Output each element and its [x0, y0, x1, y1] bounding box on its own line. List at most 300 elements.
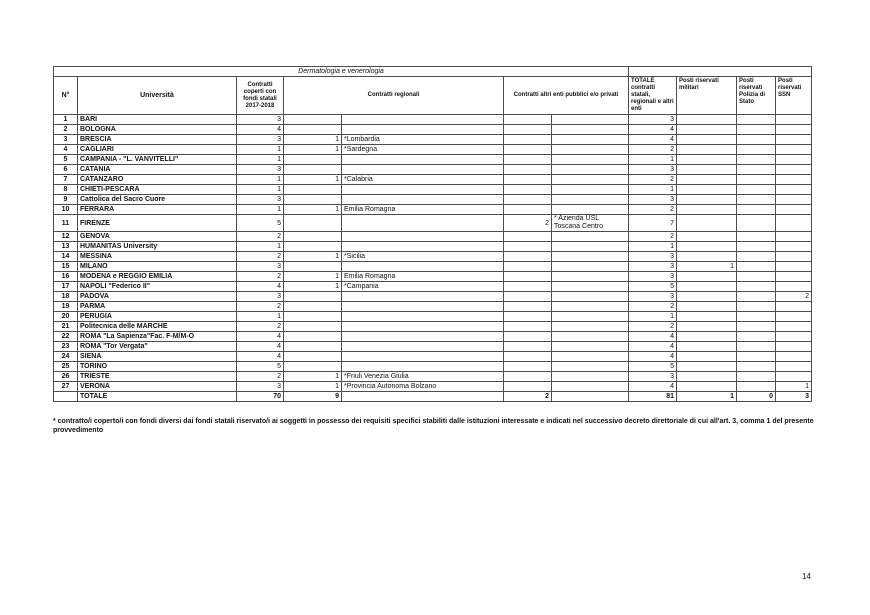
- cell-ssn: [776, 195, 812, 205]
- cell-total: 3: [629, 115, 677, 125]
- cell-regional-label: [342, 155, 504, 165]
- cell-university-name: GENOVA: [78, 232, 237, 242]
- cell-military: [677, 125, 737, 135]
- table-row: [54, 332, 812, 342]
- cell-state-contracts: 1: [237, 205, 284, 215]
- cell-police: [737, 362, 776, 372]
- cell-ssn: [776, 115, 812, 125]
- cell-other-label: [552, 332, 629, 342]
- cell-ssn: [776, 342, 812, 352]
- cell-police: [737, 302, 776, 312]
- cell-state-contracts: 4: [237, 352, 284, 362]
- cell-row-number: 5: [54, 155, 78, 165]
- cell-regional-label: [342, 332, 504, 342]
- cell-other-contracts: [504, 232, 552, 242]
- cell-other-label: [552, 175, 629, 185]
- col-header-regional: Contratti regionali: [284, 77, 504, 115]
- cell-military: [677, 195, 737, 205]
- cell-total: 5: [629, 362, 677, 372]
- cell-row-number: 8: [54, 185, 78, 195]
- cell-total: 3: [629, 165, 677, 175]
- cell-police: [737, 332, 776, 342]
- cell-state-contracts: 3: [237, 135, 284, 145]
- page-number: 14: [802, 572, 811, 581]
- cell-regional-label: [342, 342, 504, 352]
- cell-regional-label: Emilia Romagna: [342, 272, 504, 282]
- cell-military: [677, 215, 737, 232]
- cell-other-label: [552, 232, 629, 242]
- cell-regional-label: [342, 362, 504, 372]
- cell-other-contracts: [504, 185, 552, 195]
- header-row: [54, 77, 812, 115]
- cell-regional-contracts: [284, 262, 342, 272]
- table-title: Dermatologia e venerologia: [54, 67, 629, 77]
- cell-other-label: [552, 205, 629, 215]
- cell-police: [737, 372, 776, 382]
- cell-military: [677, 272, 737, 282]
- cell-military: [677, 205, 737, 215]
- cell-ssn: [776, 362, 812, 372]
- cell-state-contracts: 4: [237, 332, 284, 342]
- cell-university-name: ROMA "Tor Vergata": [78, 342, 237, 352]
- cell-regional-label: [342, 232, 504, 242]
- cell-other-label: [552, 145, 629, 155]
- table-row: [54, 252, 812, 262]
- cell-police: [737, 135, 776, 145]
- cell-other-contracts: [504, 302, 552, 312]
- cell-military: [677, 292, 737, 302]
- cell-row-number: 9: [54, 195, 78, 205]
- cell-other-contracts: [504, 115, 552, 125]
- cell-other-contracts: [504, 372, 552, 382]
- cell-row-number: 27: [54, 382, 78, 392]
- cell-other-contracts: [504, 332, 552, 342]
- cell-state-contracts: 1: [237, 155, 284, 165]
- cell-police: [737, 292, 776, 302]
- cell-regional-contracts: [284, 232, 342, 242]
- cell-police: [737, 232, 776, 242]
- cell-regional-contracts: 1: [284, 372, 342, 382]
- cell-police: [737, 262, 776, 272]
- cell-police: [737, 185, 776, 195]
- cell-ssn: [776, 145, 812, 155]
- cell-row-number: 10: [54, 205, 78, 215]
- cell-police: [737, 115, 776, 125]
- cell-other-label: [552, 125, 629, 135]
- cell-military: [677, 155, 737, 165]
- cell-regional-label: [342, 262, 504, 272]
- cell-total: 4: [629, 332, 677, 342]
- table-row: [54, 125, 812, 135]
- cell-ssn: [776, 252, 812, 262]
- table-row: [54, 242, 812, 252]
- table-row: [54, 372, 812, 382]
- cell-other-label: [552, 352, 629, 362]
- total-other-contracts: 2: [504, 392, 552, 402]
- footnote: * contratto/i coperto/i con fondi diversi dai fondi statali riservato/i ai soggetti in possesso dei requisiti specifici stabiliti dalle istituzioni interessate e indicati nel successivo decreto direttoriale di cui all'art. 3, comma 1 del presente provvedimento: [53, 418, 814, 434]
- cell-row-number: 22: [54, 332, 78, 342]
- cell-total: 4: [629, 125, 677, 135]
- cell-police: [737, 342, 776, 352]
- cell-total: 1: [629, 312, 677, 322]
- cell-regional-contracts: [284, 215, 342, 232]
- cell-total: 2: [629, 322, 677, 332]
- cell-row-number: 26: [54, 372, 78, 382]
- cell-other-contracts: [504, 382, 552, 392]
- cell-total: 1: [629, 242, 677, 252]
- cell-police: [737, 272, 776, 282]
- cell-regional-contracts: [284, 195, 342, 205]
- cell-police: [737, 282, 776, 292]
- cell-regional-contracts: [284, 115, 342, 125]
- cell-state-contracts: 1: [237, 145, 284, 155]
- cell-other-label: [552, 135, 629, 145]
- cell-military: [677, 252, 737, 262]
- cell-ssn: [776, 302, 812, 312]
- cell-state-contracts: 3: [237, 382, 284, 392]
- cell-other-contracts: [504, 362, 552, 372]
- cell-police: [737, 155, 776, 165]
- cell-university-name: BOLOGNA: [78, 125, 237, 135]
- cell-university-name: TRIESTE: [78, 372, 237, 382]
- table-row: [54, 282, 812, 292]
- cell-state-contracts: 2: [237, 372, 284, 382]
- cell-state-contracts: 2: [237, 232, 284, 242]
- cell-state-contracts: 3: [237, 292, 284, 302]
- cell-state-contracts: 1: [237, 312, 284, 322]
- cell-regional-contracts: 1: [284, 145, 342, 155]
- cell-university-name: FIRENZE: [78, 215, 237, 232]
- cell-total: 1: [629, 185, 677, 195]
- cell-other-contracts: [504, 272, 552, 282]
- cell-total: 3: [629, 195, 677, 205]
- cell-other-label: [552, 262, 629, 272]
- cell-row-number: 14: [54, 252, 78, 262]
- cell-other-contracts: [504, 312, 552, 322]
- cell-total: 3: [629, 262, 677, 272]
- cell-regional-label: *Campania: [342, 282, 504, 292]
- cell-total: 7: [629, 215, 677, 232]
- cell-regional-contracts: [284, 302, 342, 312]
- cell-military: [677, 322, 737, 332]
- cell-police: [737, 165, 776, 175]
- col-header-university: Università: [78, 77, 237, 115]
- table-row: [54, 195, 812, 205]
- cell-military: [677, 175, 737, 185]
- cell-police: [737, 215, 776, 232]
- cell-ssn: [776, 155, 812, 165]
- cell-regional-contracts: 1: [284, 205, 342, 215]
- col-header-total: TOTALE contratti statali, regionali e altri enti: [629, 77, 677, 115]
- cell-regional-contracts: [284, 155, 342, 165]
- cell-military: [677, 332, 737, 342]
- cell-ssn: [776, 322, 812, 332]
- table-row: [54, 322, 812, 332]
- cell-regional-label: *Sicilia: [342, 252, 504, 262]
- cell-other-label: [552, 382, 629, 392]
- table-row: [54, 185, 812, 195]
- cell-ssn: [776, 135, 812, 145]
- cell-police: [737, 312, 776, 322]
- cell-total: 2: [629, 145, 677, 155]
- cell-other-contracts: 2: [504, 215, 552, 232]
- cell-regional-label: [342, 165, 504, 175]
- col-header-military: Posti riservati militari: [677, 77, 737, 115]
- cell-regional-label: [342, 215, 504, 232]
- cell-other-contracts: [504, 135, 552, 145]
- table-row: [54, 292, 812, 302]
- table-row: [54, 175, 812, 185]
- title-row-spacer: [629, 67, 812, 77]
- cell-regional-label: [342, 352, 504, 362]
- cell-regional-label: [342, 322, 504, 332]
- cell-regional-label: *Calabria: [342, 175, 504, 185]
- cell-other-label: [552, 292, 629, 302]
- cell-university-name: FERRARA: [78, 205, 237, 215]
- cell-police: [737, 382, 776, 392]
- cell-university-name: MODENA e REGGIO EMILIA: [78, 272, 237, 282]
- cell-regional-contracts: [284, 332, 342, 342]
- table-row: [54, 262, 812, 272]
- cell-other-label: [552, 272, 629, 282]
- cell-state-contracts: 1: [237, 185, 284, 195]
- cell-state-contracts: 2: [237, 252, 284, 262]
- cell-regional-contracts: [284, 352, 342, 362]
- cell-ssn: [776, 165, 812, 175]
- table-row: [54, 232, 812, 242]
- cell-regional-contracts: 1: [284, 282, 342, 292]
- cell-ssn: [776, 242, 812, 252]
- title-row: [54, 67, 812, 77]
- table-row: [54, 115, 812, 125]
- cell-other-contracts: [504, 322, 552, 332]
- cell-regional-contracts: [284, 322, 342, 332]
- cell-military: [677, 382, 737, 392]
- cell-university-name: Politecnica delle MARCHE: [78, 322, 237, 332]
- cell-military: [677, 232, 737, 242]
- cell-military: [677, 242, 737, 252]
- cell-other-contracts: [504, 165, 552, 175]
- cell-total: 4: [629, 342, 677, 352]
- cell-state-contracts: 4: [237, 282, 284, 292]
- cell-other-label: [552, 302, 629, 312]
- cell-other-contracts: [504, 262, 552, 272]
- cell-university-name: MILANO: [78, 262, 237, 272]
- cell-university-name: HUMANITAS University: [78, 242, 237, 252]
- cell-ssn: 2: [776, 292, 812, 302]
- cell-regional-contracts: [284, 292, 342, 302]
- cell-university-name: NAPOLI "Federico II": [78, 282, 237, 292]
- cell-ssn: [776, 232, 812, 242]
- total-police: 0: [737, 392, 776, 402]
- cell-university-name: BARI: [78, 115, 237, 125]
- cell-other-contracts: [504, 125, 552, 135]
- cell-regional-label: *Sardegna: [342, 145, 504, 155]
- cell-university-name: TORINO: [78, 362, 237, 372]
- cell-other-contracts: [504, 145, 552, 155]
- cell-other-label: [552, 165, 629, 175]
- cell-other-contracts: [504, 352, 552, 362]
- cell-university-name: CAMPANIA - "L. VANVITELLI": [78, 155, 237, 165]
- cell-row-number: 1: [54, 115, 78, 125]
- cell-ssn: [776, 215, 812, 232]
- cell-state-contracts: 4: [237, 342, 284, 352]
- cell-university-name: ROMA "La Sapienza"Fac. F-M/M-O: [78, 332, 237, 342]
- cell-regional-label: [342, 125, 504, 135]
- cell-other-label: [552, 342, 629, 352]
- cell-ssn: 1: [776, 382, 812, 392]
- cell-ssn: [776, 352, 812, 362]
- cell-military: [677, 342, 737, 352]
- cell-row-number: 23: [54, 342, 78, 352]
- cell-regional-contracts: [284, 165, 342, 175]
- cell-military: [677, 135, 737, 145]
- cell-regional-label: *Provincia Autonoma Bolzano: [342, 382, 504, 392]
- cell-state-contracts: 3: [237, 195, 284, 205]
- cell-regional-contracts: 1: [284, 252, 342, 262]
- cell-state-contracts: 2: [237, 302, 284, 312]
- total-empty-cell: [552, 392, 629, 402]
- cell-regional-contracts: 1: [284, 272, 342, 282]
- cell-regional-contracts: [284, 312, 342, 322]
- cell-ssn: [776, 175, 812, 185]
- cell-other-label: [552, 242, 629, 252]
- cell-police: [737, 242, 776, 252]
- table-row: [54, 145, 812, 155]
- cell-other-label: [552, 195, 629, 205]
- total-ssn: 3: [776, 392, 812, 402]
- cell-military: [677, 115, 737, 125]
- cell-regional-contracts: [284, 242, 342, 252]
- table-row: [54, 352, 812, 362]
- cell-total: 2: [629, 175, 677, 185]
- cell-other-label: [552, 155, 629, 165]
- col-header-other-entities: Contratti altri enti pubblici e/o privati: [504, 77, 629, 115]
- cell-row-number: 15: [54, 262, 78, 272]
- cell-ssn: [776, 282, 812, 292]
- cell-total: 3: [629, 372, 677, 382]
- cell-row-number: 21: [54, 322, 78, 332]
- total-regional-contracts: 9: [284, 392, 342, 402]
- cell-regional-label: [342, 242, 504, 252]
- cell-state-contracts: 5: [237, 362, 284, 372]
- cell-total: 3: [629, 272, 677, 282]
- col-header-police: Posti riservati Polizia di Stato: [737, 77, 776, 115]
- cell-regional-contracts: [284, 185, 342, 195]
- cell-military: [677, 372, 737, 382]
- cell-regional-contracts: 1: [284, 382, 342, 392]
- cell-regional-label: [342, 302, 504, 312]
- cell-military: [677, 362, 737, 372]
- cell-row-number: 20: [54, 312, 78, 322]
- cell-police: [737, 252, 776, 262]
- cell-ssn: [776, 372, 812, 382]
- cell-regional-label: *Friuli Venezia Giulia: [342, 372, 504, 382]
- cell-total: 2: [629, 302, 677, 312]
- cell-row-number: 11: [54, 215, 78, 232]
- cell-university-name: PADOVA: [78, 292, 237, 302]
- cell-regional-label: [342, 312, 504, 322]
- cell-other-label: [552, 282, 629, 292]
- cell-row-number: 25: [54, 362, 78, 372]
- col-header-state-funds: Contratti coperti con fondi statali 2017-2018: [237, 77, 284, 115]
- cell-university-name: CATANZARO: [78, 175, 237, 185]
- cell-state-contracts: 1: [237, 242, 284, 252]
- cell-police: [737, 145, 776, 155]
- cell-ssn: [776, 205, 812, 215]
- cell-total: 4: [629, 352, 677, 362]
- cell-row-number: 6: [54, 165, 78, 175]
- cell-regional-label: *Lombardia: [342, 135, 504, 145]
- cell-other-label: [552, 362, 629, 372]
- contracts-table: [53, 66, 812, 402]
- cell-ssn: [776, 312, 812, 322]
- cell-regional-label: Emilia Romagna: [342, 205, 504, 215]
- cell-military: [677, 145, 737, 155]
- table-row: [54, 382, 812, 392]
- cell-row-number: 24: [54, 352, 78, 362]
- cell-row-number: 17: [54, 282, 78, 292]
- cell-university-name: PARMA: [78, 302, 237, 312]
- total-military: 1: [677, 392, 737, 402]
- cell-university-name: VERONA: [78, 382, 237, 392]
- table-row: [54, 312, 812, 322]
- table-body: [54, 115, 812, 392]
- cell-row-number: 18: [54, 292, 78, 302]
- cell-regional-label: [342, 292, 504, 302]
- total-row: [54, 392, 812, 402]
- cell-regional-contracts: [284, 125, 342, 135]
- cell-row-number: 13: [54, 242, 78, 252]
- table-row: [54, 135, 812, 145]
- cell-state-contracts: 5: [237, 215, 284, 232]
- cell-state-contracts: 3: [237, 165, 284, 175]
- cell-state-contracts: 3: [237, 115, 284, 125]
- table-row: [54, 155, 812, 165]
- cell-state-contracts: 4: [237, 125, 284, 135]
- cell-other-label: [552, 372, 629, 382]
- cell-total: 3: [629, 252, 677, 262]
- cell-other-label: [552, 185, 629, 195]
- total-empty-cell: [342, 392, 504, 402]
- cell-state-contracts: 1: [237, 175, 284, 185]
- total-empty-cell: [54, 392, 78, 402]
- cell-ssn: [776, 332, 812, 342]
- col-header-number: N°: [54, 77, 78, 115]
- table-row: [54, 205, 812, 215]
- cell-total: 1: [629, 155, 677, 165]
- total-label: TOTALE: [78, 392, 237, 402]
- cell-ssn: [776, 272, 812, 282]
- cell-police: [737, 352, 776, 362]
- cell-ssn: [776, 125, 812, 135]
- cell-ssn: [776, 262, 812, 272]
- cell-ssn: [776, 185, 812, 195]
- table-row: [54, 165, 812, 175]
- cell-regional-label: [342, 185, 504, 195]
- cell-university-name: BRESCIA: [78, 135, 237, 145]
- table-row: [54, 342, 812, 352]
- cell-police: [737, 322, 776, 332]
- cell-state-contracts: 2: [237, 322, 284, 332]
- cell-other-contracts: [504, 155, 552, 165]
- cell-university-name: CATANIA: [78, 165, 237, 175]
- table-row: [54, 272, 812, 282]
- cell-total: 4: [629, 382, 677, 392]
- cell-total: 2: [629, 232, 677, 242]
- table-row: [54, 362, 812, 372]
- cell-military: [677, 282, 737, 292]
